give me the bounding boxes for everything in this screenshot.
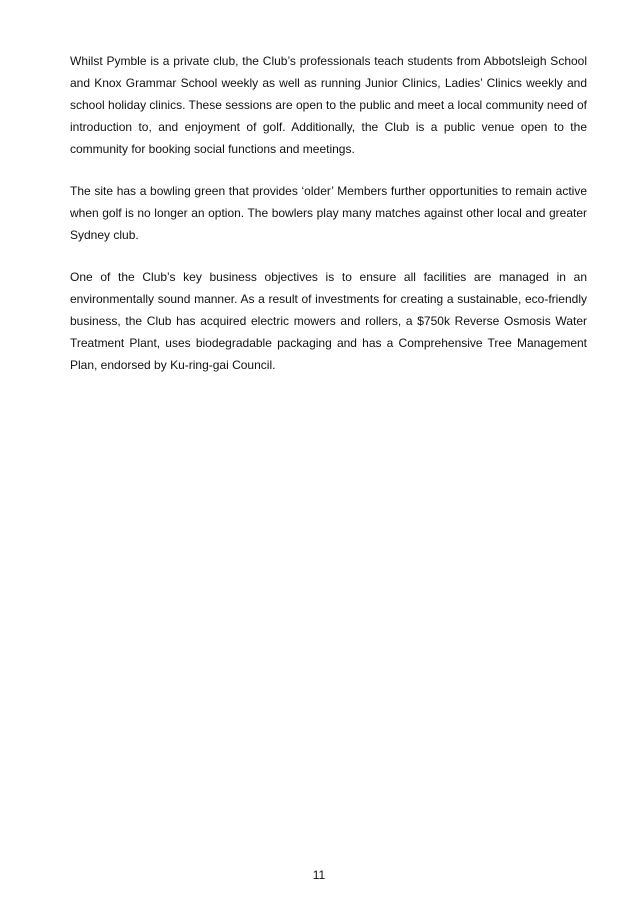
page-number: 11	[312, 868, 326, 882]
paragraph-environment: One of the Club’s key business objectives is to ensure all facilities are managed in an environmentally sound manner. As a result of investments for creating a sustainable, eco-friendly business, the Club has acquired electric mowers and rollers, a $750k Reverse Osmosis Water Treatment Plant, uses biodegradable packaging and has a Comprehensive Tree Management Plan, endorsed by Ku-ring-gai Council.	[70, 270, 587, 372]
body-text	[70, 50, 587, 396]
paragraph-bowling-green: The site has a bowling green that provides ‘older’ Members further opportunities to remain active when golf is no longer an option. The bowlers play many matches against other local and greater Sydney club.	[70, 184, 587, 242]
paragraph-community-access: Whilst Pymble is a private club, the Club’s professionals teach students from Abbotsleigh School and Knox Grammar School weekly as well as running Junior Clinics, Ladies’ Clinics weekly and school holiday clinics. These sessions are open to the public and meet a local community need of introduction to, and enjoyment of golf. Additionally, the Club is a public venue open to the community for booking social functions and meetings.	[70, 54, 587, 156]
